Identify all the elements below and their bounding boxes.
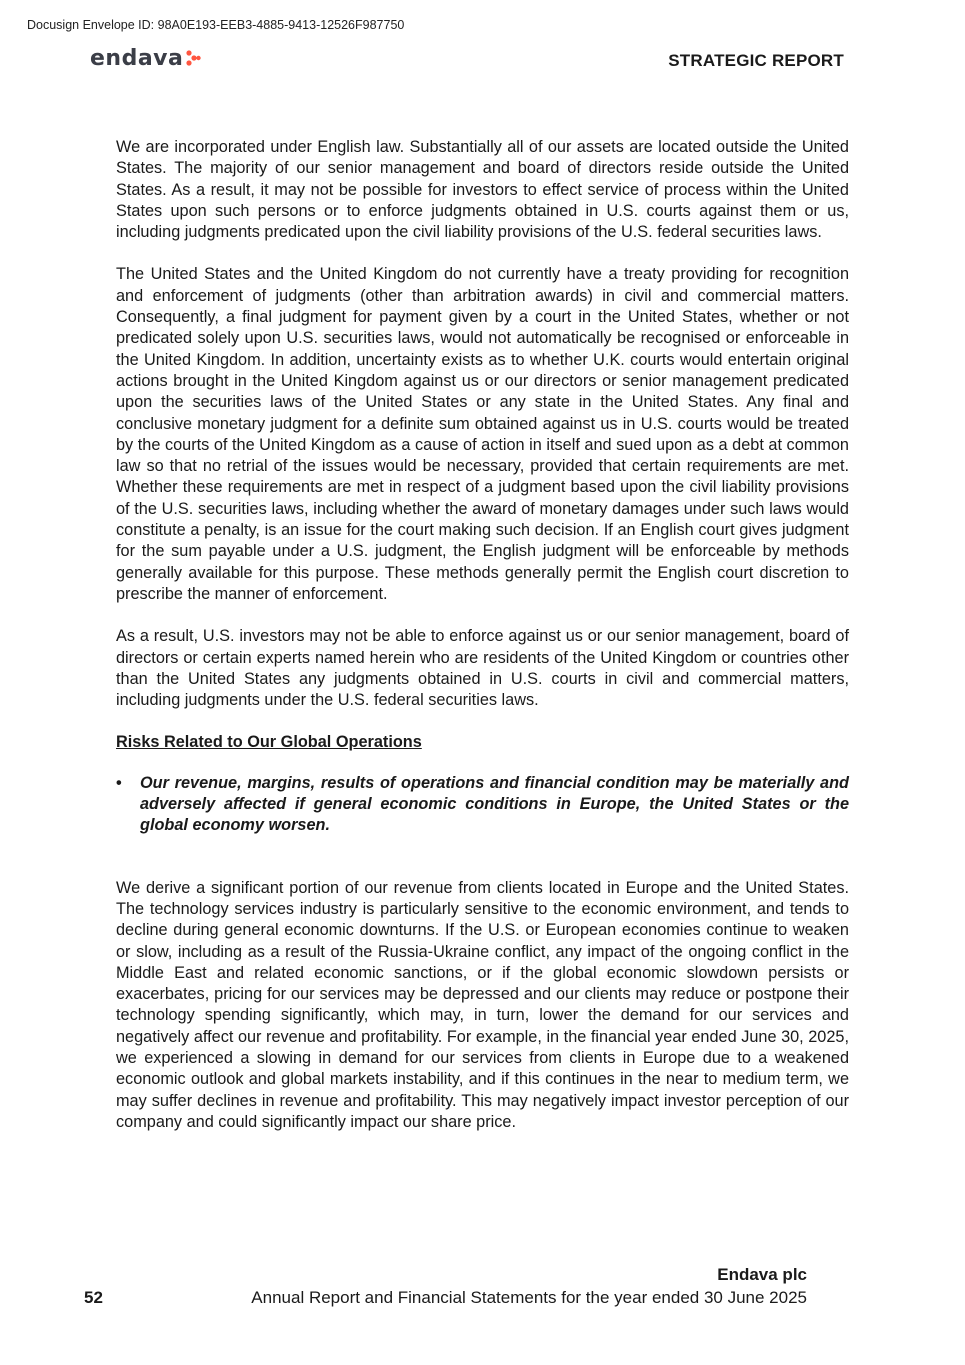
- footer-report-title: Annual Report and Financial Statements for the year ended 30 June 2025: [251, 1288, 807, 1307]
- paragraph-revenue: We derive a significant portion of our revenue from clients located in Europe and the United States. The technology services industry is particularly sensitive to the economic environment, and tends to decline during general economic downturns. If the U.S. or European economies continue to weaken or slow, including as a result of the Russia-Ukraine conflict, any impact of the ongoing conflict in the Middle East and related economic sanctions, or if the global economic slowdown persists or exacerbates, pricing for our services may be depressed and our clients may reduce or postpone their technology spending significantly, which may, in turn, lower the demand for our services and negatively affect our revenue and profitability. For example, in the financial year ended June 30, 2025, we experienced a slowing in demand for our services from clients in Europe due to a weakened economic outlook and global markets instability, and if this continues in the near to medium term, we may suffer declines in revenue and profitability. This may negatively impact investor perception of our company and could significantly impact our share price.: [116, 878, 849, 1131]
- risk-bullet: [116, 773, 849, 837]
- report-body: [116, 137, 849, 1133]
- page-number: 52: [84, 1288, 103, 1307]
- logo-wordmark: endava: [90, 45, 184, 71]
- risks-heading: Risks Related to Our Global Operations: [116, 733, 422, 752]
- endava-chevron-icon: [185, 49, 201, 67]
- paragraph-enforcement: The United States and the United Kingdom do not currently have a treaty providing for recognition and enforcement of judgments (other than arbitration awards) in civil and commercial matters. Consequently, a final judgment for payment given by a court in the United States, whether or not predicated solely upon U.S. securities laws, would not automatically be recognised or enforceable in the United Kingdom. In addition, uncertainty exists as to whether U.K. courts would entertain original actions brought in the United Kingdom against us or our directors or senior management predicated upon the securities laws of the United States or any state in the United States. Any final and conclusive monetary judgment for a definite sum obtained against us in U.S. courts would be treated by the courts of the United Kingdom as a cause of action in itself and sued upon as a debt at common law so that no retrial of the issues would be necessary, provided that certain requirements are met. Whether these requirements are met in respect of a judgment based upon the civil liability provisions of the U.S. securities laws, including whether the award of monetary damages under such laws would constitute a penalty, is an issue for the court making such decision. If an English court gives judgment for the sum payable under a U.S. judgment, the English judgment will be enforceable by methods generally available for this purpose. These methods generally permit the English court discretion to prescribe the manner of enforcement.: [116, 265, 849, 603]
- section-title: STRATEGIC REPORT: [668, 51, 844, 70]
- paragraph-us-investors: As a result, U.S. investors may not be able to enforce against us or our senior management, board of directors or certain experts named herein who are residents of the United Kingdom or countries other than the United States any judgments obtained in U.S. courts in civil and commercial matters, including judgments under the U.S. federal securities laws.: [116, 627, 849, 710]
- paragraph-incorporation: We are incorporated under English law. Substantially all of our assets are located outside the United States. The majority of our senior management and board of directors reside outside the United States. As a result, it may not be possible for investors to effect service of process within the United States upon such persons or to enforce judgments obtained in U.S. courts against them or us, including judgments predicated upon the civil liability provisions of the U.S. federal securities laws.: [116, 138, 849, 242]
- docusign-envelope-id: Docusign Envelope ID: 98A0E193-EEB3-4885-9413-12526F987750: [27, 18, 405, 32]
- endava-logo: [90, 44, 201, 72]
- risk-bullet-text: Our revenue, margins, results of operations and financial condition may be materially and adversely affected if general economic conditions in Europe, the United States or the global economy worsen.: [140, 773, 849, 835]
- footer-company: Endava plc: [717, 1265, 807, 1284]
- bullet-marker: •: [116, 773, 122, 792]
